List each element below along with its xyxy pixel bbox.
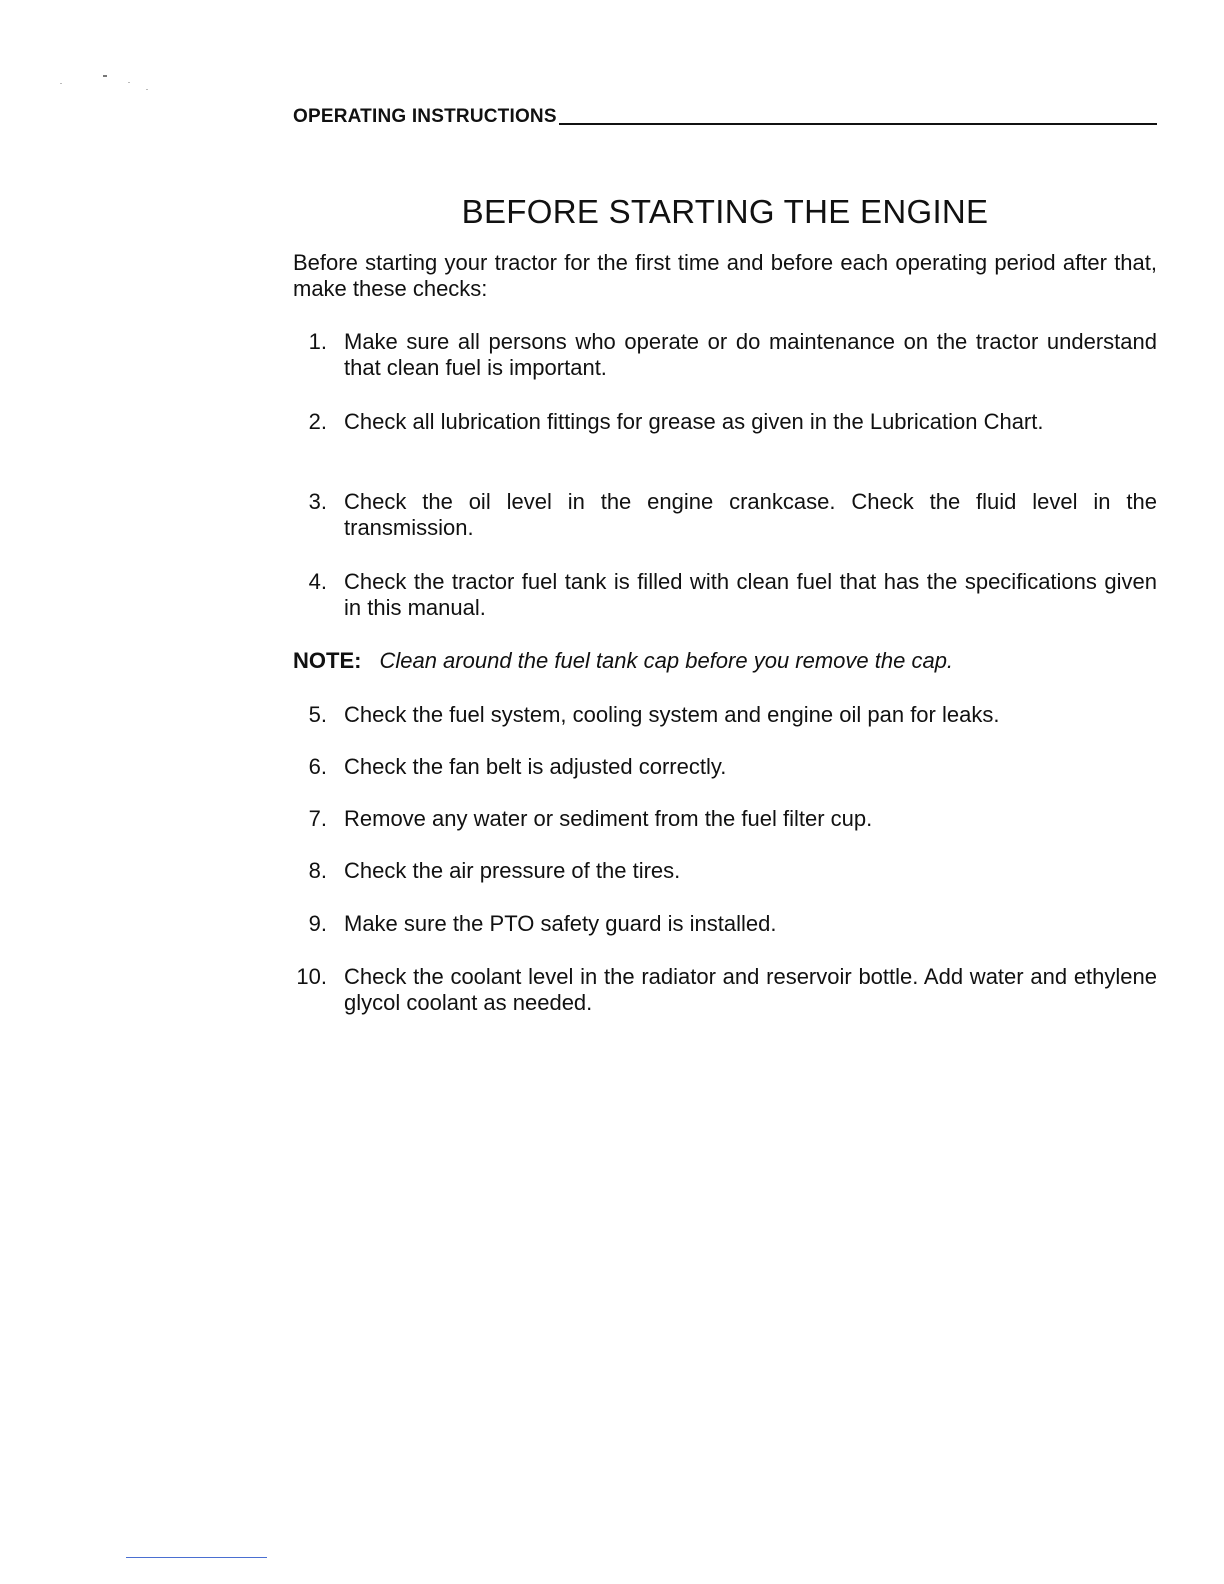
item-text: Check all lubrication fittings for grease as given in the Lubrication Chart. [344, 409, 1044, 434]
checklist-item-6 [293, 754, 1157, 780]
running-header [293, 106, 1157, 128]
intro-paragraph: Before starting your tractor for the first time and before each operating period after that, make these checks: [293, 250, 1157, 301]
checklist-item-9 [293, 911, 1157, 937]
item-number: 1. [308, 329, 327, 354]
item-number: 7. [308, 806, 327, 831]
footer-rule [126, 1557, 267, 1558]
scan-speck [128, 82, 130, 83]
item-number: 10. [296, 964, 327, 989]
item-text: Remove any water or sediment from the fuel filter cup. [344, 806, 873, 831]
checklist-item-10 [293, 964, 1157, 1016]
note-text: Clean around the fuel tank cap before you remove the cap. [379, 648, 954, 673]
checklist-item-2 [293, 409, 1157, 435]
item-text: Check the air pressure of the tires. [344, 858, 681, 883]
checklist-item-7 [293, 806, 1157, 832]
note [293, 648, 1157, 674]
item-number: 3. [308, 489, 327, 514]
checklist-item-1 [293, 329, 1157, 381]
scan-speck [60, 83, 62, 84]
section-label: OPERATING INSTRUCTIONS [293, 106, 557, 127]
item-number: 2. [308, 409, 327, 434]
item-text: Check the fuel system, cooling system and engine oil pan for leaks. [344, 702, 1000, 727]
item-number: 6. [308, 754, 327, 779]
scan-speck [146, 89, 148, 90]
checklist-item-8 [293, 858, 1157, 884]
item-text: Check the coolant level in the radiator and reservoir bottle. Add water and ethylene glycol coolant as needed. [344, 964, 1157, 1015]
item-number: 4. [308, 569, 327, 594]
scan-speck [103, 75, 107, 77]
item-text: Make sure the PTO safety guard is installed. [344, 911, 777, 936]
item-text: Check the oil level in the engine crankcase. Check the fluid level in the transmission. [344, 489, 1157, 540]
page-title: BEFORE STARTING THE ENGINE [461, 193, 989, 230]
item-number: 9. [308, 911, 327, 936]
checklist-item-5 [293, 702, 1157, 728]
checklist-item-3 [293, 489, 1157, 541]
item-text: Make sure all persons who operate or do maintenance on the tractor understand that clean fuel is important. [344, 329, 1157, 380]
item-text: Check the tractor fuel tank is filled with clean fuel that has the specifications given in this manual. [344, 569, 1157, 620]
note-label: NOTE: [293, 648, 362, 673]
checklist-item-4 [293, 569, 1157, 621]
item-text: Check the fan belt is adjusted correctly. [344, 754, 727, 779]
item-number: 5. [308, 702, 327, 727]
item-number: 8. [308, 858, 327, 883]
header-rule [559, 123, 1157, 125]
